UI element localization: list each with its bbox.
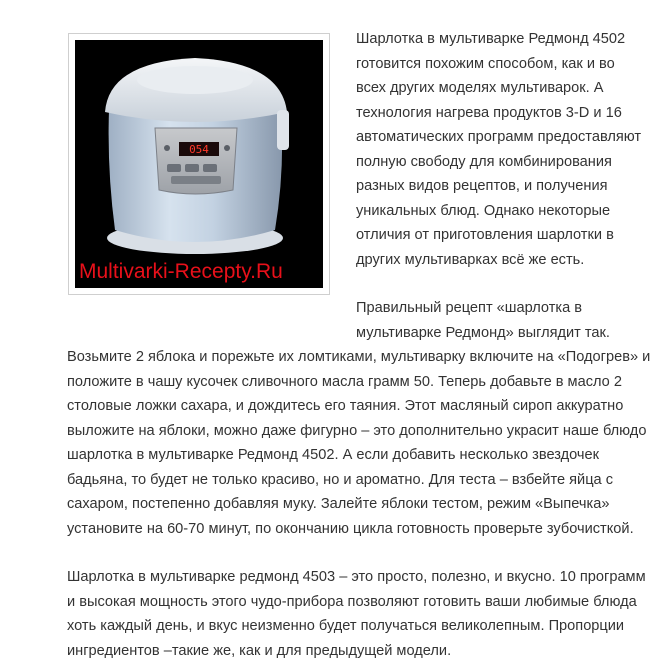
- paragraph-recipe-steps: [67, 345, 667, 541]
- text-line: отличия от приготовления шарлотки в: [356, 227, 614, 243]
- text-line: готовится похожим способом, как и во: [356, 55, 615, 72]
- text-line: автоматических программ предоставляют: [356, 129, 642, 145]
- text-line: Правильный рецепт «шарлотка в: [356, 300, 583, 316]
- text-line: установите на 60-70 минут, по окончанию цикла готовность проверьте зубочисткой.: [67, 520, 634, 537]
- text-line: хоть каждый день, и вкус неизменно будет получаться великолепным. Пропорции: [67, 618, 625, 634]
- multicooker-illustration: [75, 40, 323, 288]
- watermark-text: Multivarki-Recepty.Ru: [79, 260, 283, 283]
- text-line: бадьяна, то будет не только красиво, но и ароматно. Для теста – взбейте яйца с: [67, 471, 614, 488]
- text-line: разных видов рецептов, и получения: [356, 178, 608, 194]
- text-line: других мультиварках всё же есть.: [356, 251, 585, 268]
- text-line: Шарлотка в мультиварке редмонд 4503 – это просто, полезно, и вкусно. 10 программ: [67, 569, 646, 585]
- text-line: всех других моделях мультиварок. А: [356, 80, 604, 96]
- text-line: положите в чашу кусочек сливочного масла грамм 50. Теперь добавьте в масло 2: [67, 373, 622, 390]
- paragraph-model-4503: [67, 565, 667, 663]
- text-line: и высокая мощность этого чудо-прибора позволяют готовить ваши любимые блюда: [67, 593, 637, 610]
- text-line: ингредиентов –такие же, как и для предыдущей модели.: [67, 642, 452, 659]
- text-line: выложите на яблоки, можно даже фигурно – это дополнительно украсит наше блюдо: [67, 422, 647, 439]
- text-line: технология нагрева продуктов 3-D и 16: [356, 104, 622, 121]
- text-line: уникальных блюд. Однако некоторые: [356, 202, 611, 219]
- text-line: шарлотка в мультиварке Редмонд 4502. А если добавить несколько звездочек: [67, 447, 600, 463]
- text-line: Возьмите 2 яблока и порежьте их ломтиками, мультиварку включите на «Подогрев» и: [67, 349, 651, 365]
- paragraph-recipe-intro: [356, 296, 656, 345]
- text-line: Шарлотка в мультиварке Редмонд 4502: [356, 31, 626, 47]
- text-line: мультиварке Редмонд» выглядит так.: [356, 324, 610, 341]
- text-line: столовые ложки сахара, и дождитесь его таяния. Этот масляный сироп аккуратно: [67, 398, 624, 414]
- product-image-frame: [68, 33, 330, 295]
- paragraph-intro: [356, 27, 656, 272]
- text-line: сахаром, постепенно добавляя муку. Залейте яблоки тестом, режим «Выпечка»: [67, 496, 610, 512]
- multicooker-photo: [75, 40, 323, 288]
- display-readout: 054: [189, 143, 209, 156]
- text-line: полную свободу для комбинирования: [356, 153, 612, 170]
